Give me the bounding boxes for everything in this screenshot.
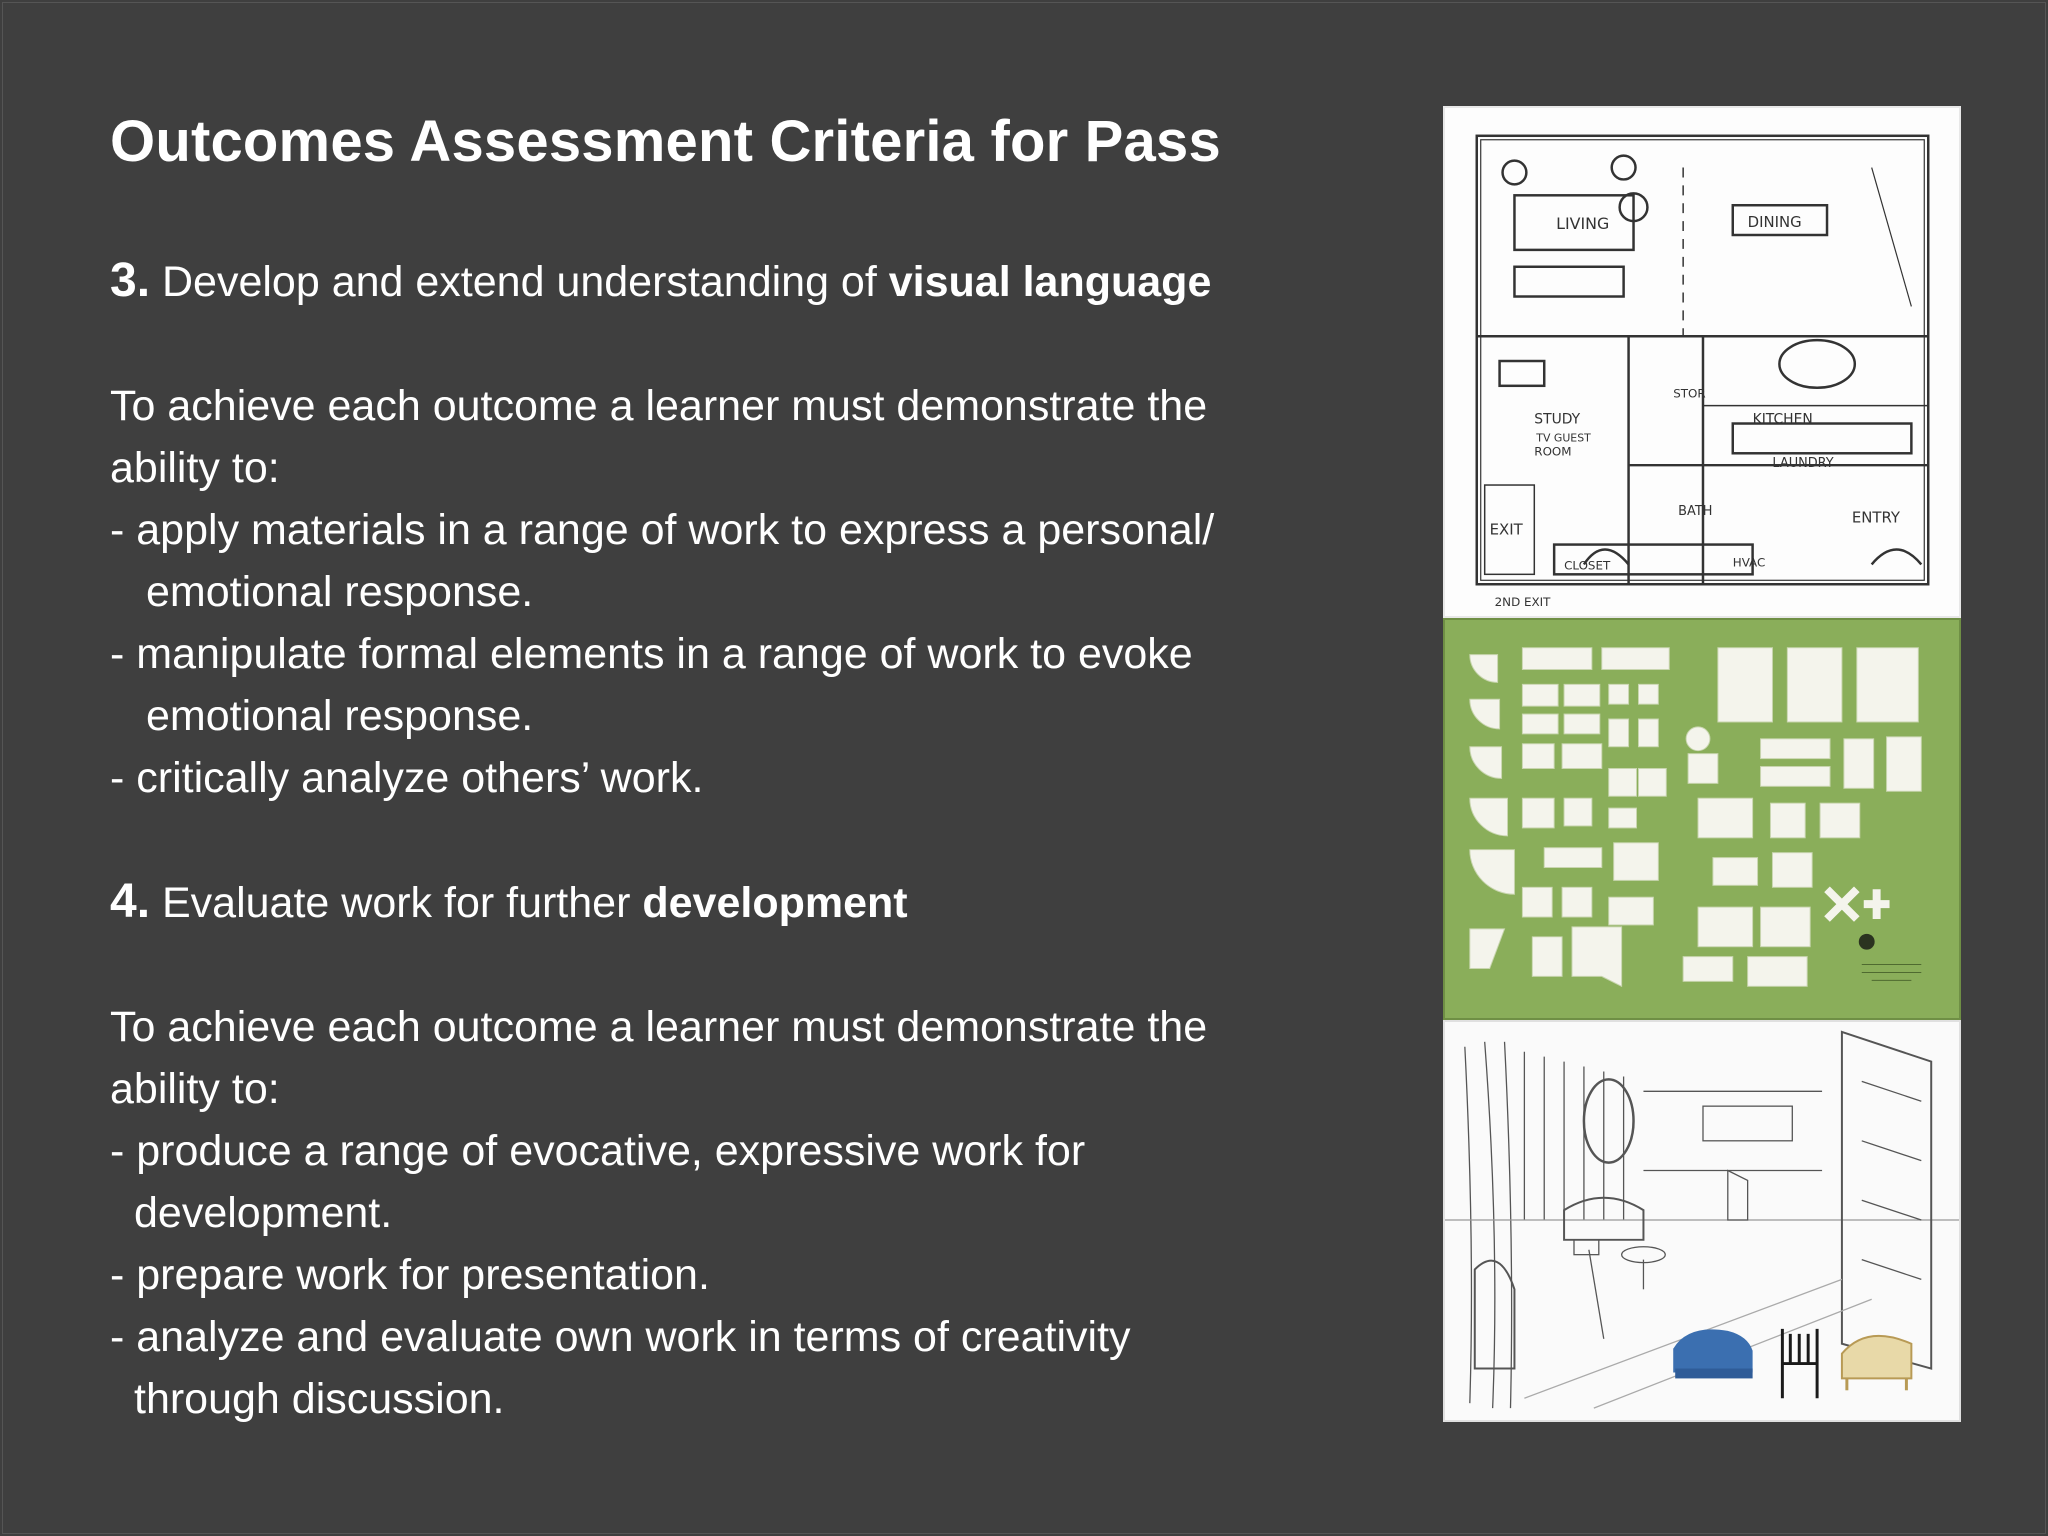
image-stack [1443, 106, 1961, 1422]
label-living: LIVING [1556, 214, 1610, 234]
outcome-4-heading [110, 871, 1410, 934]
furniture-template-photo [1443, 618, 1961, 1020]
content-column [110, 250, 1410, 1430]
slide-title: Outcomes Assessment Criteria for Pass [110, 109, 1221, 174]
label-exit: EXIT [1489, 520, 1523, 539]
label-kitchen: KITCHEN [1752, 411, 1813, 428]
outcome-4-criterion-2: - prepare work for presentation. [110, 1251, 710, 1299]
label-room: ROOM [1534, 444, 1572, 459]
outcome-4-emphasis: development [642, 879, 908, 927]
outcome-3-criterion-3: - critically analyze others’ work. [110, 754, 704, 802]
label-study: STUDY [1534, 411, 1581, 428]
label-hvac: HVAC [1732, 555, 1766, 570]
outcome-4-intro-line1: To achieve each outcome a learner must demonstrate the [110, 1003, 1208, 1051]
label-second-exit: 2ND EXIT [1494, 595, 1551, 610]
outcome-3-criterion-2-cont: emotional response. [146, 692, 534, 740]
outcome-3-emphasis: visual language [888, 258, 1212, 306]
outcome-4-intro-line2: ability to: [110, 1065, 280, 1113]
interior-perspective-sketch [1443, 1020, 1961, 1422]
outcome-3-criterion-2: - manipulate formal elements in a range of work to evoke [110, 630, 1193, 678]
label-laundry: LAUNDRY [1772, 456, 1834, 472]
outcome-4-criterion-1-cont: development. [134, 1189, 393, 1237]
label-dining: DINING [1747, 213, 1802, 232]
outcome-4-criterion-3: - analyze and evaluate own work in terms of creativity [110, 1313, 1131, 1361]
outcome-4-text: Evaluate work for further [161, 879, 631, 927]
floor-plan-sketch [1443, 106, 1961, 618]
outcome-3-text: Develop and extend understanding of [161, 258, 877, 306]
label-entry: ENTRY [1851, 508, 1900, 527]
label-tv: TV GUEST [1536, 431, 1591, 445]
label-closet: CLOSET [1564, 558, 1611, 573]
outcome-4-criterion-3-cont: through discussion. [134, 1375, 505, 1423]
label-bath: BATH [1678, 503, 1713, 519]
outcome-3-heading [110, 250, 1410, 313]
label-stor: STOR [1673, 386, 1706, 401]
outcome-3-number: 3. [110, 254, 151, 307]
outcome-3-intro-line1: To achieve each outcome a learner must demonstrate the [110, 382, 1208, 430]
outcome-3-criterion-1-cont: emotional response. [146, 568, 534, 616]
outcome-3-criterion-1: - apply materials in a range of work to express a personal/ [110, 506, 1215, 554]
outcome-4-criterion-1: - produce a range of evocative, expressive work for [110, 1127, 1086, 1175]
outcome-4-number: 4. [110, 875, 151, 928]
outcome-3-intro-line2: ability to: [110, 444, 280, 492]
